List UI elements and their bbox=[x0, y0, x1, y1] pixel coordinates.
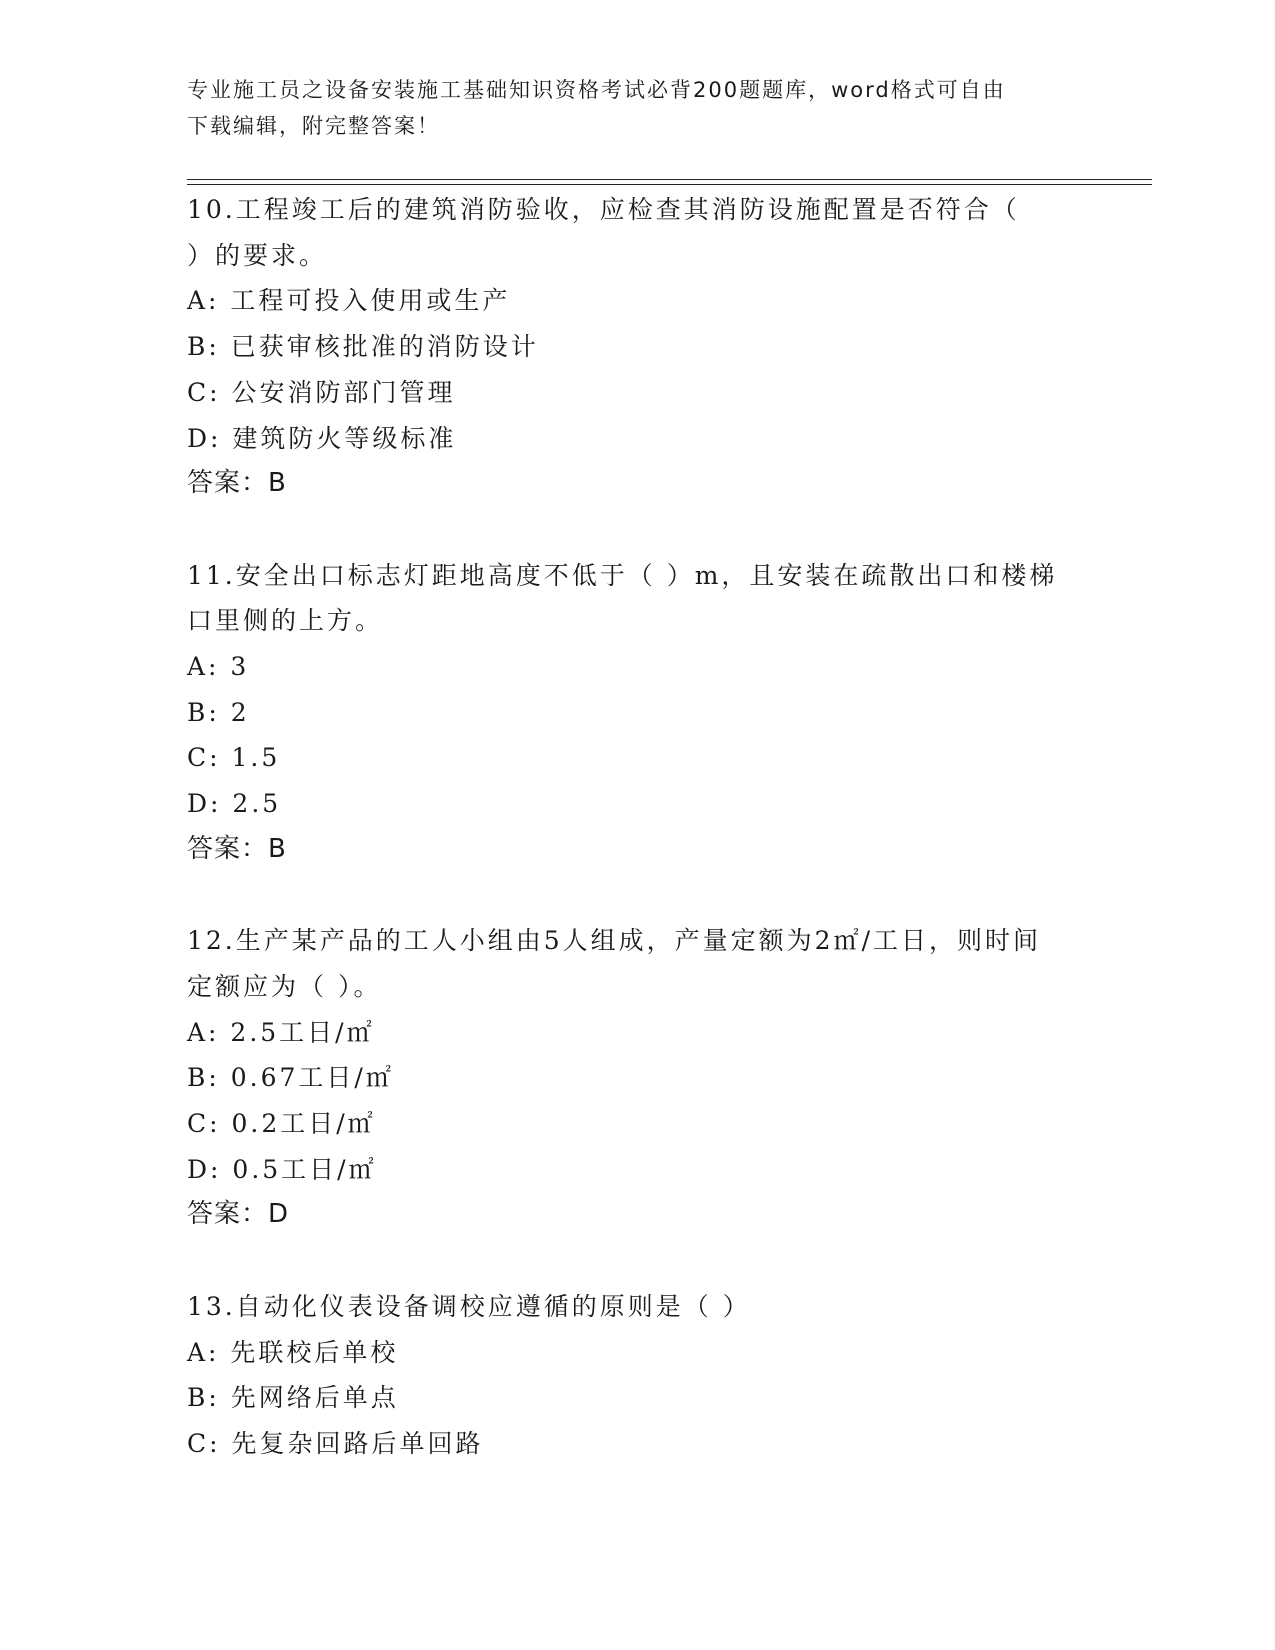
option-c: C: 先复杂回路后单回路 bbox=[187, 1428, 484, 1458]
question-stem-continued: ）的要求。 bbox=[187, 240, 328, 270]
option-a: A: 先联校后单校 bbox=[187, 1337, 399, 1367]
option-b: B: 先网络后单点 bbox=[187, 1383, 399, 1413]
header-divider-bottom bbox=[187, 184, 1152, 185]
option-c: C: 公安消防部门管理 bbox=[187, 377, 456, 407]
option-a: A: 3 bbox=[187, 652, 250, 682]
option-b: B: 2 bbox=[187, 697, 250, 727]
option-c: C: 0.2工日/㎡ bbox=[187, 1109, 376, 1139]
question-13 bbox=[187, 1284, 1087, 1467]
question-list bbox=[187, 187, 1087, 1467]
option-a: A: 工程可投入使用或生产 bbox=[187, 286, 511, 316]
header-divider-top bbox=[187, 179, 1152, 180]
header-line-1: 专业施工员之设备安装施工基础知识资格考试必背200题题库，word格式可自由 bbox=[187, 78, 1006, 102]
question-spacer bbox=[187, 507, 1087, 553]
question-spacer bbox=[187, 1238, 1087, 1284]
question-stem-continued: 口里侧的上方。 bbox=[187, 606, 384, 636]
question-spacer bbox=[187, 873, 1087, 919]
question-11 bbox=[187, 553, 1087, 873]
option-d: D: 2.5 bbox=[187, 789, 282, 819]
option-d: D: 0.5工日/㎡ bbox=[187, 1154, 377, 1184]
answer-label: 答案：B bbox=[187, 833, 287, 864]
option-b: B: 已获审核批准的消防设计 bbox=[187, 332, 539, 362]
question-stem: 12.生产某产品的工人小组由5人组成，产量定额为2㎡/工日，则时间 bbox=[187, 926, 1041, 956]
option-a: A: 2.5工日/㎡ bbox=[187, 1017, 375, 1047]
question-stem: 13.自动化仪表设备调校应遵循的原则是（ ） bbox=[187, 1291, 751, 1321]
question-stem-continued: 定额应为（ ）。 bbox=[187, 971, 382, 1001]
answer-label: 答案：D bbox=[187, 1199, 290, 1230]
question-stem: 11.安全出口标志灯距地高度不低于（ ）m，且安装在疏散出口和楼梯 bbox=[187, 560, 1058, 590]
option-b: B: 0.67工日/㎡ bbox=[187, 1063, 394, 1093]
question-10 bbox=[187, 187, 1087, 507]
question-12 bbox=[187, 918, 1087, 1238]
header-line-2: 下载编辑，附完整答案！ bbox=[187, 114, 440, 138]
answer-label: 答案：B bbox=[187, 468, 287, 499]
question-stem: 10.工程竣工后的建筑消防验收，应检查其消防设施配置是否符合（ bbox=[187, 195, 1020, 224]
document-header bbox=[187, 72, 1077, 144]
option-c: C: 1.5 bbox=[187, 743, 281, 773]
option-d: D: 建筑防火等级标准 bbox=[187, 423, 457, 453]
